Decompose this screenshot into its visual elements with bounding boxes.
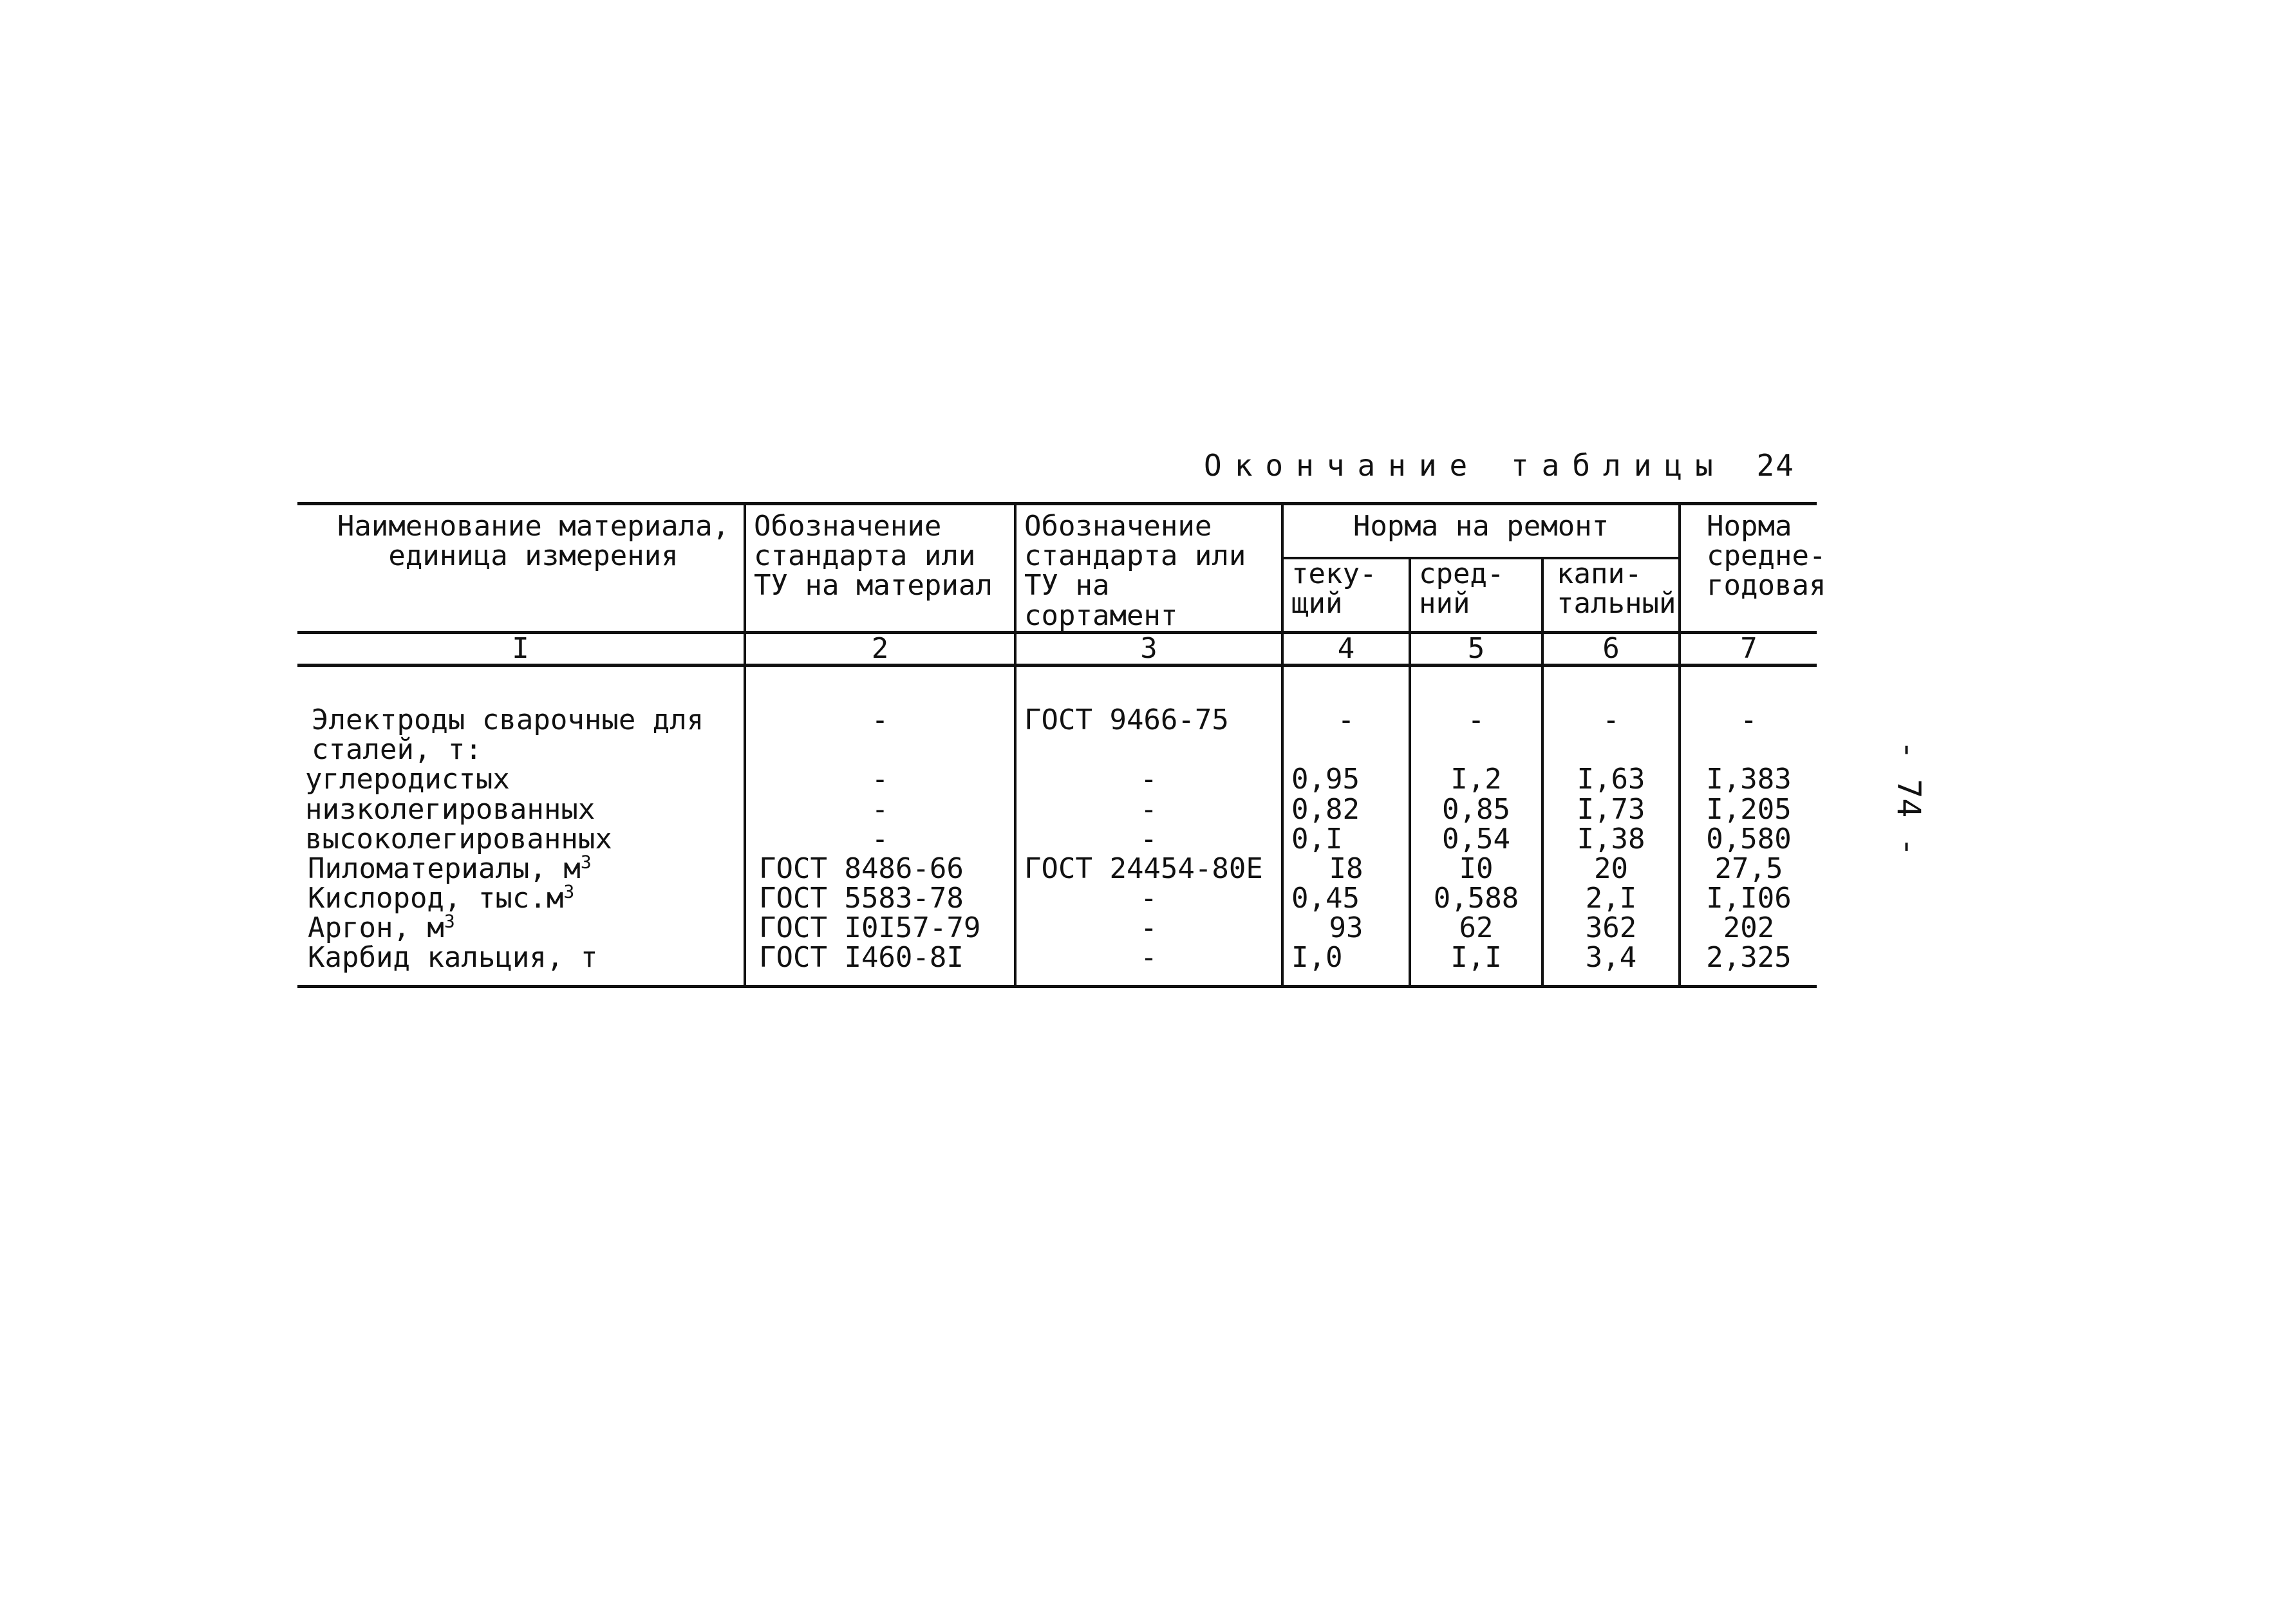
row-capital: -: [1542, 665, 1680, 765]
row-annual: I,205: [1680, 795, 1817, 825]
table-row: [297, 765, 1817, 794]
row-medium: I,I: [1410, 943, 1542, 986]
column-number: 7: [1680, 632, 1817, 665]
table-row: [297, 884, 1817, 913]
row-material: ГОСТ 8486-66: [745, 854, 1015, 884]
row-assortment: -: [1015, 825, 1282, 854]
row-name: Электроды сварочные для сталей, т:: [312, 703, 704, 767]
row-name: высоколегированных: [305, 822, 612, 855]
column-number: 3: [1015, 632, 1282, 665]
column-number: 6: [1542, 632, 1680, 665]
column-number: I: [297, 632, 745, 665]
table-row: [297, 795, 1817, 825]
table-row: [297, 943, 1817, 986]
row-capital: 2,I: [1542, 884, 1680, 913]
header-medium: сред- ний: [1410, 558, 1542, 632]
row-assortment: -: [1015, 795, 1282, 825]
unit-superscript: 3: [444, 910, 455, 932]
row-material: -: [745, 795, 1015, 825]
table-caption: [1204, 448, 1795, 483]
row-medium: -: [1410, 665, 1542, 765]
column-number: 2: [745, 632, 1015, 665]
row-annual: I,383: [1680, 765, 1817, 794]
row-name: низколегированных: [305, 792, 595, 826]
header-annual-norm: Норма средне- годовая: [1680, 504, 1817, 633]
column-number: 5: [1410, 632, 1542, 665]
row-annual: 27,5: [1680, 854, 1817, 884]
row-name-text: Пиломатериалы, м: [308, 852, 581, 885]
row-annual: 2,325: [1680, 943, 1817, 986]
row-annual: 202: [1680, 913, 1817, 943]
row-current: -: [1282, 665, 1410, 765]
header-repair-norm: Норма на ремонт: [1282, 504, 1680, 558]
column-number: 4: [1282, 632, 1410, 665]
row-current: 0,95: [1282, 765, 1410, 794]
materials-norm-table: [297, 502, 1826, 988]
row-assortment: ГОСТ 24454-80Е: [1015, 854, 1282, 884]
row-medium: I0: [1410, 854, 1542, 884]
header-capital: капи- тальный: [1542, 558, 1680, 632]
row-capital: 3,4: [1542, 943, 1680, 986]
row-name: [297, 881, 745, 915]
unit-superscript: 3: [563, 881, 575, 902]
row-medium: I,2: [1410, 765, 1542, 794]
row-material: -: [745, 825, 1015, 854]
table-row: [297, 665, 1817, 765]
row-assortment: -: [1015, 943, 1282, 986]
row-material: -: [745, 665, 1015, 765]
row-annual: I,I06: [1680, 884, 1817, 913]
row-material: -: [745, 765, 1015, 794]
column-number-row: [297, 632, 1817, 665]
header-name: Наименование материала, единица измерения: [297, 504, 745, 633]
row-medium: 0,85: [1410, 795, 1542, 825]
row-name: [297, 851, 745, 885]
row-material: ГОСТ 5583-78: [745, 884, 1015, 913]
row-capital: 20: [1542, 854, 1680, 884]
row-current: 0,I: [1282, 825, 1410, 854]
page-number: - 74 -: [1890, 740, 1927, 857]
table-row: [297, 854, 1817, 884]
row-assortment: -: [1015, 913, 1282, 943]
caption-number: 24: [1756, 448, 1795, 483]
row-name: [297, 910, 745, 945]
table-row: [297, 913, 1817, 943]
row-material: ГОСТ I460-8I: [745, 943, 1015, 986]
row-current: 0,45: [1282, 884, 1410, 913]
row-annual: -: [1680, 665, 1817, 765]
row-annual: 0,580: [1680, 825, 1817, 854]
header-material-standard: Обозначение стандарта или ТУ на материал: [745, 504, 1015, 633]
row-medium: 62: [1410, 913, 1542, 943]
row-medium: 0,588: [1410, 884, 1542, 913]
row-current: 93: [1282, 913, 1410, 943]
row-current: I8: [1282, 854, 1410, 884]
header-assortment-standard: Обозначение стандарта или ТУ на сортамент: [1015, 504, 1282, 633]
table-row: [297, 825, 1817, 854]
row-medium: 0,54: [1410, 825, 1542, 854]
row-current: 0,82: [1282, 795, 1410, 825]
row-name: углеродистых: [305, 763, 510, 796]
row-material: ГОСТ I0I57-79: [745, 913, 1015, 943]
row-name-text: Аргон, м: [308, 911, 444, 945]
row-capital: 362: [1542, 913, 1680, 943]
row-assortment: -: [1015, 765, 1282, 794]
row-name-text: Кислород, тыс.м: [308, 882, 564, 915]
row-capital: I,73: [1542, 795, 1680, 825]
row-capital: I,38: [1542, 825, 1680, 854]
row-capital: I,63: [1542, 765, 1680, 794]
header-current: теку- щий: [1282, 558, 1410, 632]
row-assortment: -: [1015, 884, 1282, 913]
row-current: I,0: [1282, 943, 1410, 986]
row-assortment: ГОСТ 9466-75: [1015, 665, 1282, 765]
unit-superscript: 3: [580, 851, 592, 873]
header-row-top: [297, 504, 1817, 558]
caption-label: Окончание таблицы: [1204, 448, 1726, 483]
row-name: Карбид кальция, т: [297, 943, 745, 986]
